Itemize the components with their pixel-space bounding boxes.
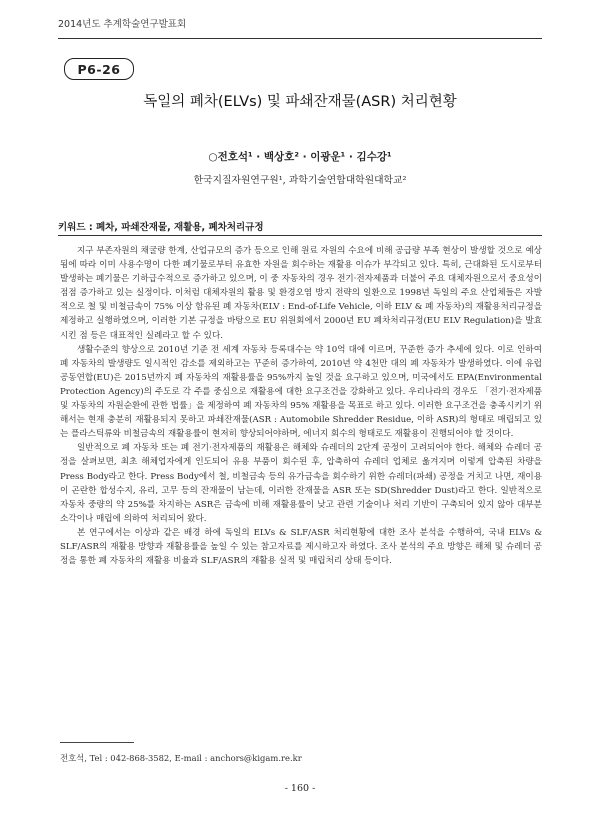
- abstract-body: [60, 244, 542, 568]
- paper-title: 독일의 폐차(ELVs) 및 파쇄잔재물(ASR) 처리현황: [143, 94, 457, 110]
- body-paragraph: 일반적으로 폐 자동차 또는 폐 전기·전자제품의 재활용은 해체와 슈레더의 2단계 공정이 고려되어야 한다. 해체와 슈레더 공정을 살펴보면, 최초 해체업자에게 인도되어 유용 부품이 회수된 후, 압축하여 슈레더 업체로 옮겨지며 이렇게 압축된 차량을 Press Body라고 한다. Press Body에서 철, 비철금속 등의 유가금속을 회수하기 위한 슈레더(파쇄) 공정을 거치고 나면, 재이용이 곤란한 합성수지, 유리, 고무 등의 잔재물이 남는데, 이러한 잔재물을 ASR 또는 SD(Shredder Dust)라고 한다. 일반적으로 자동차 중량의 약 25%를 차지하는 ASR은 금속에 비해 재활용률이 낮고 관련 기술이나 처리 기반이 구축되어 있지 않아 대부분 소각이나 매립에 의하여 처리되어 왔다.: [60, 443, 542, 524]
- keywords-divider: [58, 235, 542, 236]
- author-list: ○전호석¹ · 백상호² · 이광운¹ · 김수강¹: [208, 151, 392, 163]
- corresponding-author-footnote: 전호석, Tel : 042-868-3582, E-mail : anchors@kigam.re.kr: [60, 753, 302, 763]
- affiliations: 한국지질자원연구원¹, 과학기술연합대학원대학교²: [193, 175, 407, 186]
- body-paragraph: 지구 부존자원의 채굴량 한계, 산업규모의 증가 등으로 인해 원료 자원의 수요에 비해 공급량 부족 현상이 발생할 것으로 예상됨에 따라 이미 사용수명이 다한 폐기물로부터 유효한 자원을 회수하는 재활용 이슈가 부각되고 있다. 특히, 근대화된 도시로부터 발생하는 폐기물은 기하급수적으로 증가하고 있으며, 이 중 자동차의 경우 전기·전자제품과 더불어 주요 대체자원으로서 중요성이 점점 증가하고 있는 실정이다. 이처럼 대체자원의 활용 및 환경오염 방지 전략의 일환으로 1998년 독일의 주요 산업체들은 자발적으로 철 및 비철금속이 75% 이상 함유된 폐 자동차(ELV : End-of-Life Vehicle, 이하 ELV & 폐 자동차)의 재활용처리규정을 제정하고 실행하였으며, 이러한 기본 규정을 바탕으로 EU 위원회에서 2000년 EU 폐차처리규정(EU ELV Regulation)을 발효시킨 점 등은 대표적인 실례라고 할 수 있다.: [60, 246, 542, 341]
- footnote-divider: [60, 742, 134, 743]
- conference-header: 2014년도 추계학술연구발표회: [58, 19, 187, 30]
- keywords: 키워드 : 폐차, 파쇄잔재물, 재활용, 폐차처리규정: [58, 222, 264, 233]
- paper-code-badge: P6-26: [64, 58, 134, 80]
- body-paragraph: 본 연구에서는 이상과 같은 배경 하에 독일의 ELVs & SLF/ASR 처리현황에 대한 조사 분석을 수행하여, 국내 ELVs & SLF/ASR의 재활용 방향과 재활용률을 높일 수 있는 참고자료를 제시하고자 하였다. 조사 분석의 주요 방향은 해체 및 슈레더 공정을 통한 폐 자동차의 재활용 비율과 SLF/ASR의 재활용 실적 및 매립처리 상태 등이다.: [60, 527, 542, 567]
- header-divider: [58, 38, 542, 39]
- page-number: - 160 -: [284, 783, 316, 794]
- body-paragraph: 생활수준의 향상으로 2010년 기준 전 세계 자동차 등록대수는 약 10억 대에 이르며, 꾸준한 증가 추세에 있다. 이로 인하여 폐 자동차의 발생량도 일시적인 감소를 제외하고는 꾸준히 증가하여, 2010년 약 4천만 대의 폐 자동차가 발생하였다. 이에 유럽공동연합(EU)은 2015년까지 폐 자동차의 재활용률을 95%까지 높일 것을 요구하고 있으며, 미국에서도 EPA(Environmental Protection Agency)의 주도로 각 주를 중심으로 재활용에 대한 요구조건을 강화하고 있다. 우리나라의 경우도 「전기·전자제품 및 자동차의 자원순환에 관한 법률」을 제정하여 폐 자동차의 95% 재활용을 목표로 하고 있다. 이러한 요구조건을 충족시키기 위해서는 현재 충분히 재활용되지 못하고 파쇄잔재물(ASR : Automobile Shredder Residue, 이하 ASR)의 형태로 매립되고 있는 플라스틱류와 비철금속의 재활용률이 현저히 향상되어야하며, 에너지 회수의 형태로도 재활용이 진행되어야 할 것이다.: [60, 344, 542, 440]
